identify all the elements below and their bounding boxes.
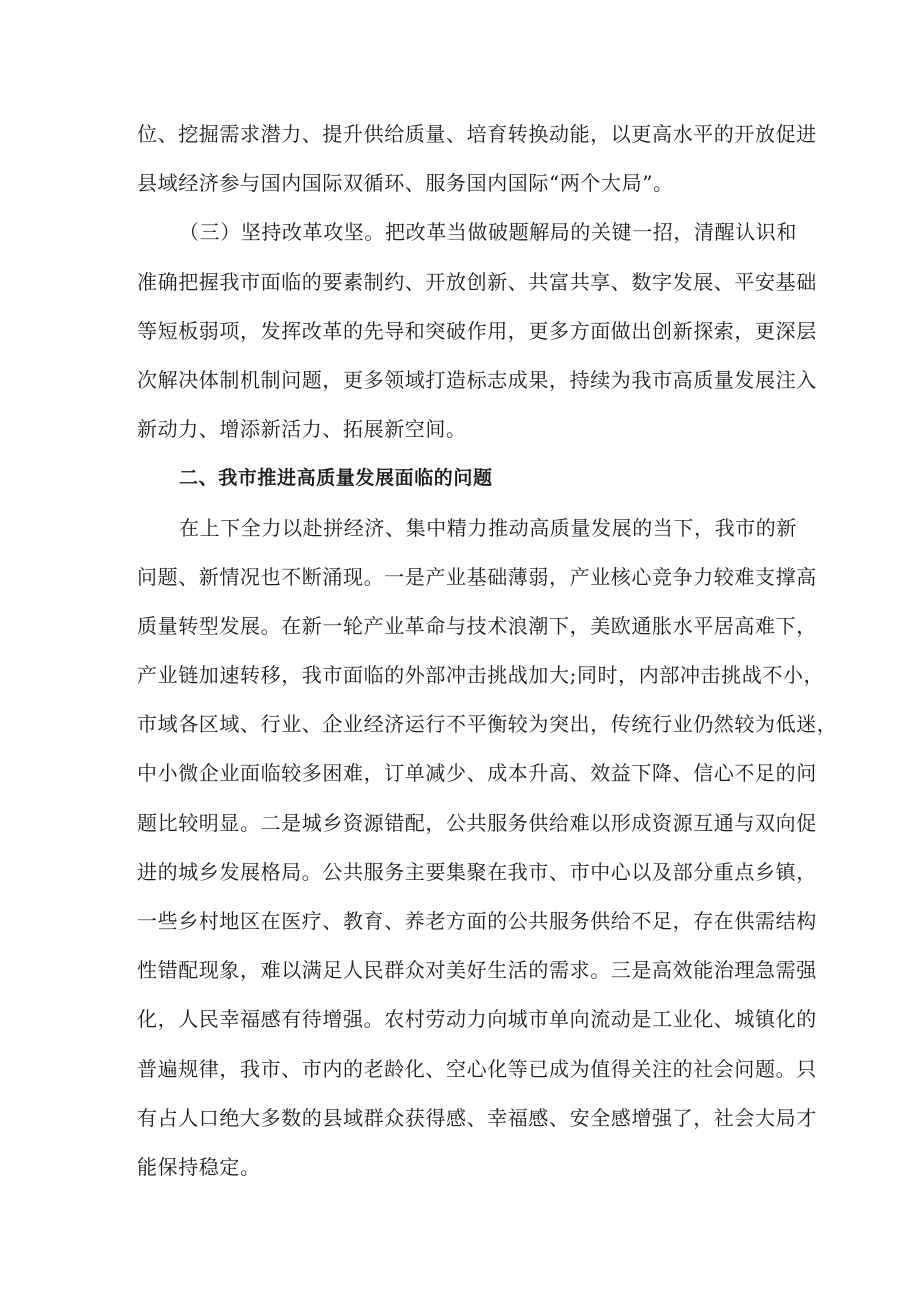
text-line: 县域经济参与国内国际双循环、服务国内国际“两个大局”。: [137, 171, 674, 196]
text-line: 性错配现象，难以满足人民群众对美好生活的需求。三是高效能治理急需强: [137, 958, 817, 983]
text-line: 准确把握我市面临的要素制约、开放创新、共富共享、数字发展、平安基础: [137, 269, 817, 294]
text-line: 等短板弱项，发挥改革的先导和突破作用，更多方面做出创新探索，更深层: [137, 318, 817, 343]
text-line: （三）坚持改革攻坚。把改革当做破题解局的关键一招，清醒认识和: [179, 220, 797, 245]
text-line: 质量转型发展。在新一轮产业革命与技术浪潮下，美欧通胀水平居高难下，: [137, 613, 817, 638]
paragraph-continuation: [137, 110, 817, 208]
text-line: 次解决体制机制问题，更多领域打造标志成果，持续为我市高质量发展注入: [137, 367, 817, 392]
text-line: 新动力、增添新活力、拓展新空间。: [137, 417, 467, 442]
text-line: 问题、新情况也不断涌现。一是产业基础薄弱，产业核心竞争力较难支撑高: [137, 564, 817, 589]
text-line: 位、挖掘需求潜力、提升供给质量、培育转换动能，以更高水平的开放促进: [137, 122, 817, 146]
text-line: 进的城乡发展格局。公共服务主要集聚在我市、市中心以及部分重点乡镇，: [137, 859, 817, 884]
text-line: 题比较明显。二是城乡资源错配，公共服务供给难以形成资源互通与双向促: [137, 810, 817, 835]
section-heading: 二、我市推进高质量发展面临的问题: [179, 467, 493, 490]
text-line: 市域各区域、行业、企业经济运行不平衡较为突出，传统行业仍然较为低迷，: [137, 712, 838, 737]
text-line: 普遍规律，我市、市内的老龄化、空心化等已成为值得关注的社会问题。只: [137, 1056, 817, 1081]
paragraph-problems: [137, 504, 838, 1193]
document-body: [137, 110, 838, 1192]
paragraph-reform: [137, 208, 817, 454]
text-line: 有占人口绝大多数的县域群众获得感、幸福感、安全感增强了，社会大局才: [137, 1105, 817, 1130]
text-line: 一些乡村地区在医疗、教育、养老方面的公共服务供给不足，存在供需结构: [137, 909, 817, 933]
text-line: 能保持稳定。: [137, 1154, 261, 1179]
text-line: 产业链加速转移，我市面临的外部冲击挑战加大;同时，内部冲击挑战不小，: [137, 663, 825, 688]
text-line: 化，人民幸福感有待增强。农村劳动力向城市单向流动是工业化、城镇化的: [137, 1007, 817, 1032]
text-line: 中小微企业面临较多困难，订单减少、成本升高、效益下降、信心不足的问: [137, 761, 817, 786]
text-line: 在上下全力以赴拼经济、集中精力推动高质量发展的当下，我市的新: [179, 515, 797, 540]
